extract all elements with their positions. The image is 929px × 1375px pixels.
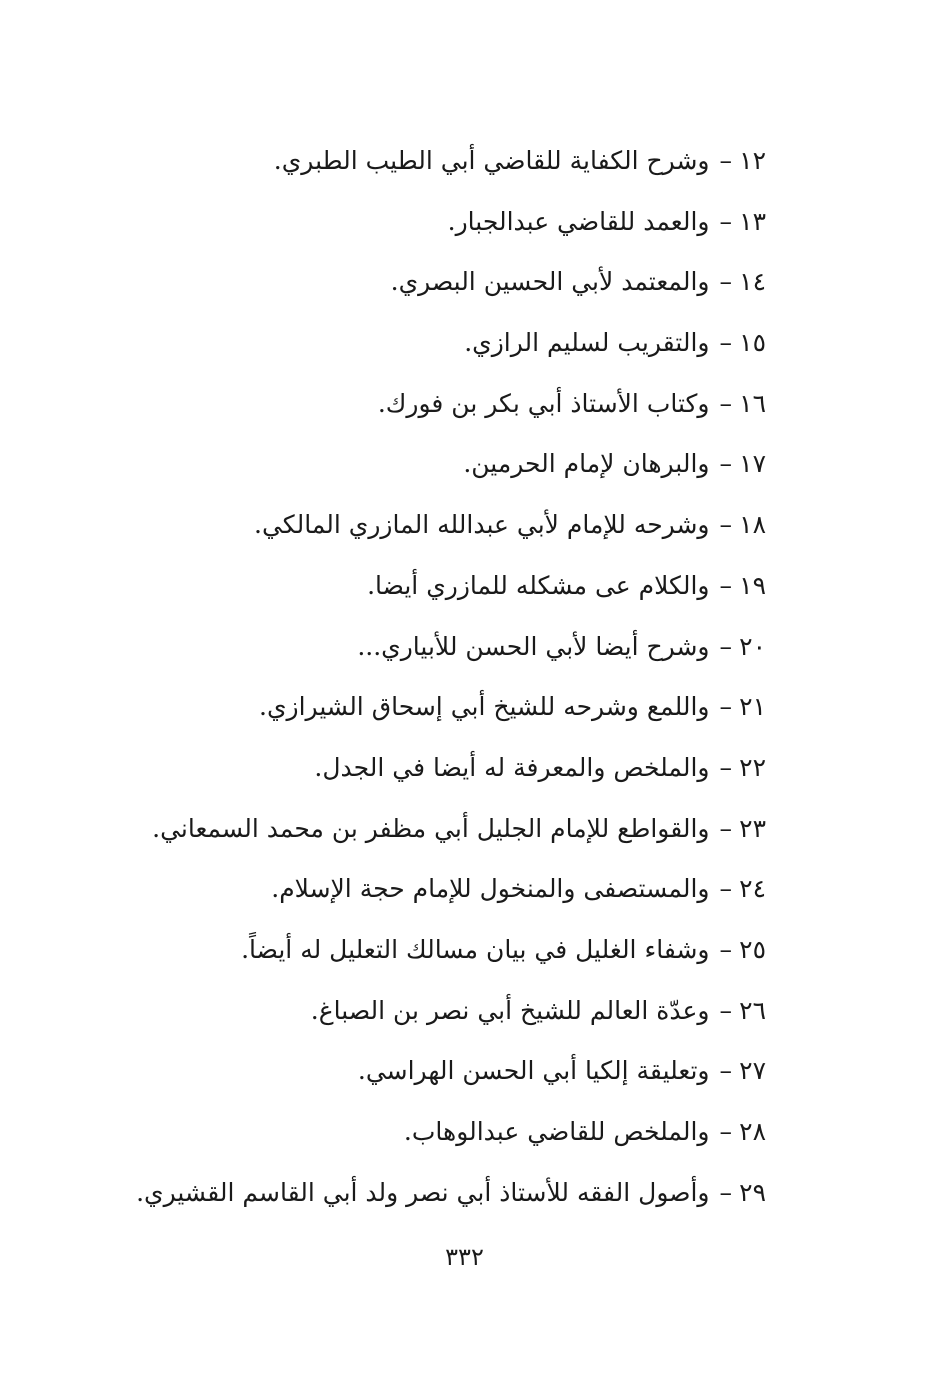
entry-text: واللمع وشرحه للشيخ أبي إسحاق الشيرازي. [259, 692, 710, 722]
list-item [146, 495, 766, 556]
list-item [146, 1102, 766, 1163]
list-item [146, 556, 766, 617]
entry-dash: – [719, 631, 732, 661]
entry-number: ١٩ [739, 570, 766, 600]
list-item [146, 252, 766, 313]
entry-dash: – [719, 692, 732, 722]
entry-text: والقواطع للإمام الجليل أبي مظفر بن محمد السمعاني. [152, 813, 710, 843]
entry-number: ١٨ [739, 510, 766, 540]
entry-dash: – [719, 510, 732, 540]
entry-text: وشرحه للإمام لأبي عبدالله المازري المالكي. [254, 510, 710, 540]
entry-text: وشفاء الغليل في بيان مسالك التعليل له أيضاً. [241, 934, 710, 964]
list-item [146, 859, 766, 920]
entry-dash: – [719, 874, 732, 904]
entry-number: ٢٠ [739, 631, 766, 661]
list-item [136, 1163, 766, 1224]
list-item [146, 192, 766, 253]
entry-number: ١٤ [739, 267, 766, 297]
entry-dash: – [719, 570, 732, 600]
entry-text: والملخص للقاضي عبدالوهاب. [403, 1117, 710, 1146]
entry-number: ١٧ [739, 449, 766, 479]
entry-text: وأصول الفقه للأستاذ أبي نصر ولد أبي القاسم القشيري. [136, 1177, 710, 1207]
entry-text: والعمد للقاضي عبدالجبار. [447, 206, 710, 236]
list-item [146, 374, 766, 435]
entry-dash: – [719, 995, 732, 1025]
list-item [146, 920, 766, 981]
entry-text: وكتاب الأستاذ أبي بكر بن فورك. [377, 388, 710, 418]
entry-number: ٢٧ [739, 1056, 766, 1086]
list-item [146, 434, 766, 495]
entry-text: وتعليقة إلكيا أبي الحسن الهراسي. [357, 1056, 710, 1086]
entry-number: ٢٤ [739, 874, 766, 904]
entry-dash: – [719, 813, 732, 843]
entry-number: ٢٩ [739, 1177, 766, 1207]
entry-text: والمعتمد لأبي الحسين البصري. [390, 267, 710, 297]
entry-number: ٢٥ [739, 934, 766, 964]
entry-text: وشرح أيضا لأبي الحسن للأبياري... [357, 631, 710, 661]
entry-dash: – [719, 1117, 732, 1146]
entry-dash: – [719, 1177, 732, 1207]
entry-text: والكلام عى مشكله للمازري أيضا. [367, 570, 710, 600]
entry-number: ١٦ [739, 388, 766, 418]
entry-number: ١٣ [739, 206, 766, 236]
page-number: ٣٣٢ [445, 1243, 484, 1271]
list-item [146, 313, 766, 374]
list-item [146, 799, 766, 860]
list-item [146, 1041, 766, 1102]
list-item [146, 738, 766, 799]
entry-dash: – [719, 267, 732, 297]
entry-text: وعدّة العالم للشيخ أبي نصر بن الصباغ. [310, 995, 710, 1025]
entry-number: ٢٣ [739, 813, 766, 843]
entry-dash: – [719, 1056, 732, 1086]
entry-dash: – [719, 388, 732, 418]
list-item [146, 677, 766, 738]
entry-number: ٢٢ [739, 752, 766, 782]
entry-dash: – [719, 752, 732, 782]
entry-dash: – [719, 206, 732, 236]
list-item [146, 981, 766, 1042]
entry-number: ٢٨ [739, 1117, 766, 1146]
entry-number: ١٥ [739, 328, 766, 358]
entry-dash: – [719, 146, 732, 175]
entry-text: والملخص والمعرفة له أيضا في الجدل. [314, 752, 710, 782]
list-item [146, 131, 766, 192]
list-item [146, 617, 766, 678]
entry-number: ٢١ [739, 692, 766, 722]
entry-number: ١٢ [739, 146, 766, 175]
entry-text: والتقريب لسليم الرازي. [464, 328, 710, 358]
bibliography-list [136, 131, 766, 1223]
entry-dash: – [719, 328, 732, 358]
entry-dash: – [719, 449, 732, 479]
entry-text: وشرح الكفاية للقاضي أبي الطيب الطبري. [273, 146, 710, 175]
entry-text: والبرهان لإمام الحرمين. [463, 449, 710, 479]
entry-number: ٢٦ [739, 995, 766, 1025]
entry-dash: – [719, 934, 732, 964]
entry-text: والمستصفى والمنخول للإمام حجة الإسلام. [271, 874, 710, 904]
